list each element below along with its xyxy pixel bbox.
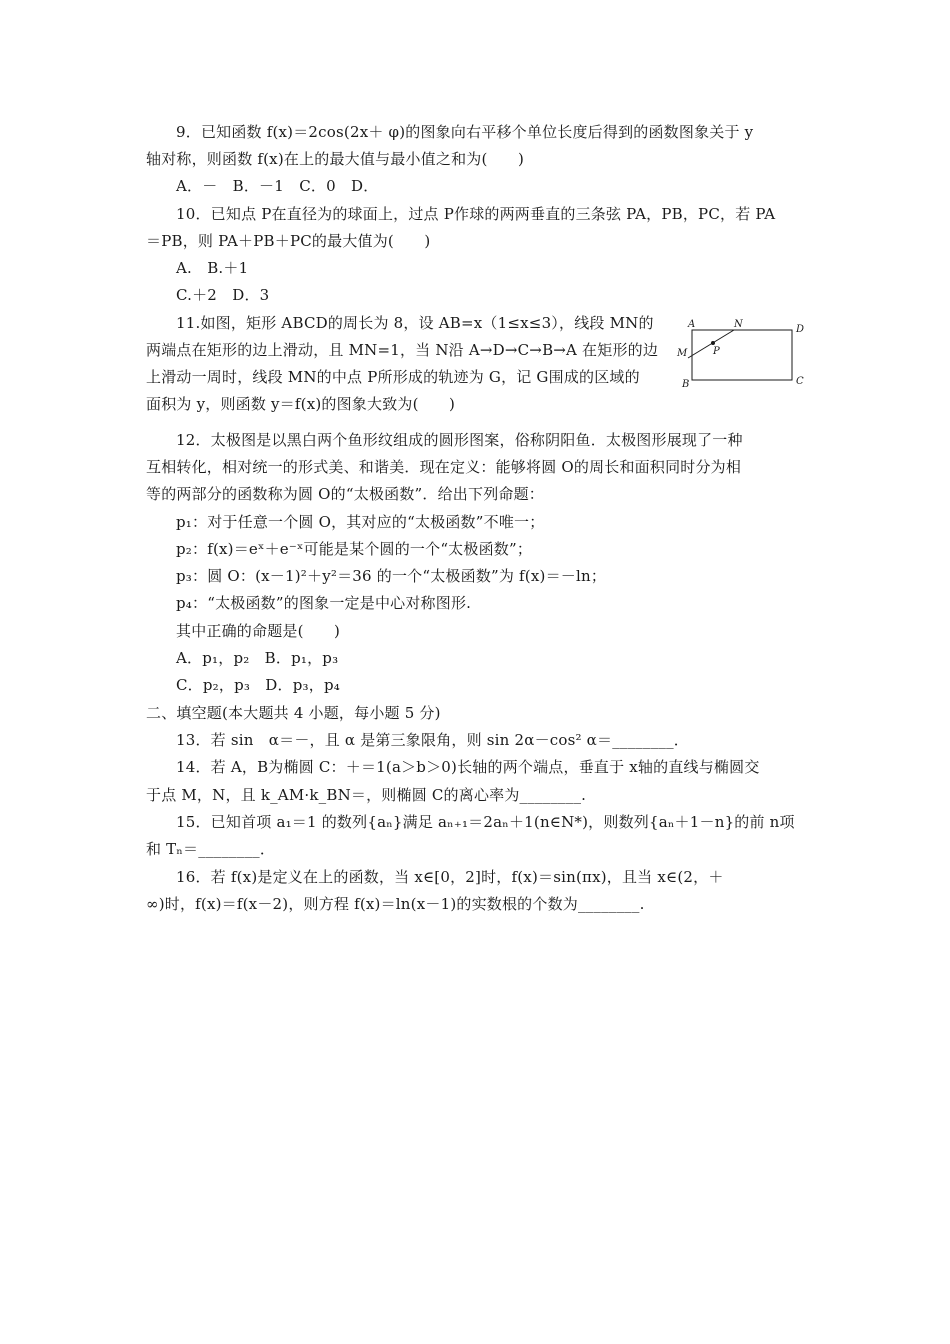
q10-options-2: C.＋2 D．3 <box>176 286 270 304</box>
label-p: P <box>713 346 720 357</box>
label-d: D <box>796 324 805 335</box>
q11-line4: 面积为 y，则函数 y＝f(x)的图象大致为( ) <box>146 395 456 413</box>
q12-p2: p₂：f(x)＝eˣ＋e⁻ˣ可能是某个圆的一个“太极函数”； <box>176 540 533 558</box>
q12-p1: p₁：对于任意一个圆 O，其对应的“太极函数”不唯一； <box>176 513 545 531</box>
q9-line1: 9．已知函数 f(x)＝2cos(2x＋ φ)的图象向右平移个单位长度后得到的函数图象关于 y <box>176 123 754 141</box>
rectangle-abcd <box>692 330 792 380</box>
q13: 13．若 sin α＝－，且 α 是第三象限角，则 sin 2α－cos² α＝________． <box>176 731 690 749</box>
rectangle-abcd-figure <box>676 314 816 394</box>
label-c: C <box>796 376 804 387</box>
q10-line2: ＝PB，则 PA＋PB＋PC的最大值为( ) <box>146 232 431 250</box>
q16-line2: ∞)时，f(x)＝f(x－2)，则方程 f(x)＝ln(x－1)的实数根的个数为________. <box>146 895 645 913</box>
q14-line1: 14．若 A，B为椭圆 C：＋＝1(a＞b＞0)长轴的两个端点，垂直于 x轴的直线与椭圆交 <box>176 758 760 776</box>
label-m: M <box>677 348 688 359</box>
q12-p3: p₃：圆 O：(x－1)²＋y²＝36 的一个“太极函数”为 f(x)＝－ln； <box>176 567 607 585</box>
q10-line1: 10．已知点 P在直径为的球面上，过点 P作球的两两垂直的三条弦 PA，PB，PC，若 PA <box>176 205 776 223</box>
q12-options-2: C．p₂，p₃ D．p₃，p₄ <box>176 676 340 694</box>
label-a: A <box>688 319 696 330</box>
q10-options-1: A. B.＋1 <box>176 259 249 277</box>
q12-options-1: A．p₁，p₂ B．p₁，p₃ <box>176 649 339 667</box>
q12-question: 其中正确的命题是( ) <box>176 622 341 640</box>
section-2-heading: 二、填空题(本大题共 4 小题，每小题 5 分) <box>146 704 441 722</box>
q14-line2: 于点 M，N，且 k_AM·k_BN＝，则椭圆 C的离心率为________. <box>146 786 587 804</box>
q12-p4: p₄：“太极函数”的图象一定是中心对称图形. <box>176 594 472 612</box>
q16-line1: 16．若 f(x)是定义在上的函数，当 x∈[0，2]时，f(x)＝sin(πx)，且当 x∈(2，＋ <box>176 868 724 886</box>
label-n: N <box>734 319 743 330</box>
q15-line2: 和 Tₙ＝________． <box>146 840 276 858</box>
q11-line3: 上滑动一周时，线段 MN的中点 P所形成的轨迹为 G，记 G围成的区域的 <box>146 368 640 386</box>
label-b: B <box>682 379 690 390</box>
q12-line1: 12．太极图是以黑白两个鱼形纹组成的圆形图案，俗称阴阳鱼．太极图形展现了一种 <box>176 431 743 449</box>
q9-options: A．－ B．－1 C．0 D． <box>176 177 379 195</box>
q15-line1: 15．已知首项 a₁＝1 的数列{aₙ}满足 aₙ₊₁＝2aₙ＋1(n∈N*)，则数列{aₙ＋1－n}的前 n项 <box>176 813 795 831</box>
q12-line2: 互相转化，相对统一的形式美、和谐美．现在定义：能够将圆 O的周长和面积同时分为相 <box>146 458 742 476</box>
q11-line1: 11.如图，矩形 ABCD的周长为 8，设 AB=x（1≤x≤3），线段 MN的 <box>176 314 654 332</box>
q11-line2: 两端点在矩形的边上滑动，且 MN=1，当 N沿 A→D→C→B→A 在矩形的边 <box>146 341 659 359</box>
q12-line3: 等的两部分的函数称为圆 O的“太极函数”．给出下列命题： <box>146 485 545 503</box>
segment-mn <box>688 330 734 358</box>
q9-line2: 轴对称，则函数 f(x)在上的最大值与最小值之和为( ) <box>146 150 524 168</box>
midpoint-p <box>711 341 715 345</box>
